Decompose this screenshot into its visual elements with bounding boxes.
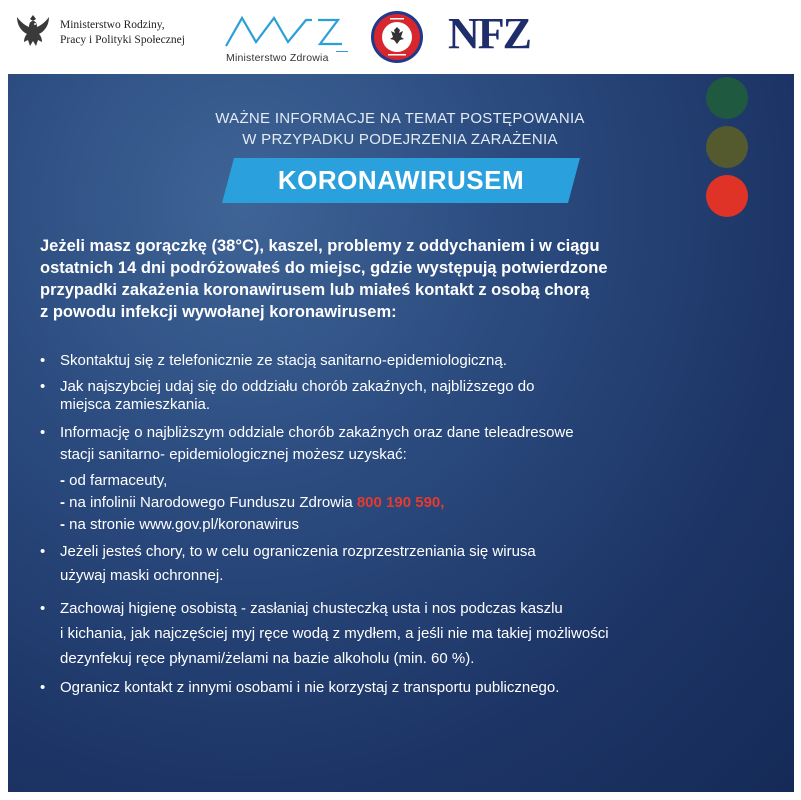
list-item [40, 540, 780, 588]
lead-paragraph [40, 235, 770, 323]
polish-eagle-icon [14, 12, 52, 54]
sub-item-pharmacist [60, 470, 780, 492]
intro-line2: W PRZYPADKU PODEJRZENIA ZARAŻENIA [242, 131, 558, 148]
sub1-text: od farmaceuty, [69, 472, 168, 489]
ministry-family-line1: Ministerstwo Rodziny, [60, 19, 165, 31]
list-item [40, 378, 780, 414]
list-item [40, 677, 780, 699]
bullet2-line2: miejsca zamieszkania. [60, 396, 211, 413]
lead-line3: przypadki zakażenia koronawirusem lub miałeś kontakt z osobą chorą [40, 281, 590, 299]
ministry-health-logo [222, 12, 352, 68]
bullet5-line1: • Zachowaj higienę osobistą - zasłaniaj chusteczką usta i nos podczas kaszlu [60, 600, 563, 617]
red-light-icon [706, 175, 748, 217]
mz-wave-icon [222, 12, 352, 52]
lead-line2: ostatnich 14 dni podróżowałeś do miejsc, gdzie występują potwierdzone [40, 259, 608, 277]
bullet5-line2: i kichania, jak najczęściej myj ręce wodą z mydłem, a jeśli nie ma takiej możliwości [60, 625, 609, 642]
nfz-logo: NFZ [448, 9, 530, 58]
bullet4-line1: • Jeżeli jesteś chory, to w celu ograniczenia rozprzestrzeniania się wirusa [60, 543, 536, 560]
lead-line1: Jeżeli masz gorączkę (38°C), kaszel, problemy z oddychaniem i w ciągu [40, 237, 600, 255]
sub3-text: na stronie www.gov.pl/koronawirus [69, 516, 299, 533]
bullet4-line2: używaj maski ochronnej. [60, 567, 224, 584]
ministry-health-label: Ministerstwo Zdrowia [226, 52, 329, 64]
banner-title: KORONAWIRUSEM [277, 165, 525, 195]
sanitary-inspection-logo [370, 10, 424, 64]
list-item [40, 596, 780, 671]
bullet5-line3: dezynfekuj ręce płynami/żelami na bazie alkoholu (min. 60 %). [60, 650, 475, 667]
bullet1-text: • Skontaktuj się z telefonicznie ze stacją sanitarno-epidemiologiczną. [60, 352, 507, 369]
bullet3-line1: • Informację o najbliższym oddziale chorób zakaźnych oraz dane teleadresowe [60, 424, 574, 441]
list-item [40, 350, 780, 372]
sub-item-hotline [60, 492, 780, 514]
title-banner [222, 158, 580, 203]
bullet6-text: • Ogranicz kontakt z innymi osobami i nie korzystaj z transportu publicznego. [60, 679, 560, 696]
hotline-comma: , [440, 494, 445, 511]
dash: - [60, 516, 65, 533]
lead-line4: z powodu infekcji wywołanej koronawirusem: [40, 303, 397, 321]
intro-line1: WAŻNE INFORMACJE NA TEMAT POSTĘPOWANIA [215, 110, 585, 127]
dash: - [60, 472, 65, 489]
intro-heading [150, 108, 650, 150]
ministry-family-logo [14, 12, 185, 54]
sub-item-website [60, 514, 780, 536]
olive-light-icon [706, 126, 748, 168]
instructions-list [40, 350, 780, 701]
dash: - [60, 494, 65, 511]
logo-header [0, 0, 801, 74]
sub2-text: na infolinii Narodowego Funduszu Zdrowia [69, 494, 353, 511]
ministry-family-line2: Pracy i Polityki Społecznej [60, 34, 185, 46]
hotline-phone-number: 800 190 590 [356, 494, 441, 511]
bullet2-line1: • Jak najszybciej udaj się do oddziału chorób zakaźnych, najbliższego do [60, 378, 535, 395]
green-light-icon [706, 77, 748, 119]
list-item [40, 422, 780, 536]
bullet3-line2: stacji sanitarno- epidemiologicznej możesz uzyskać: [60, 446, 407, 463]
